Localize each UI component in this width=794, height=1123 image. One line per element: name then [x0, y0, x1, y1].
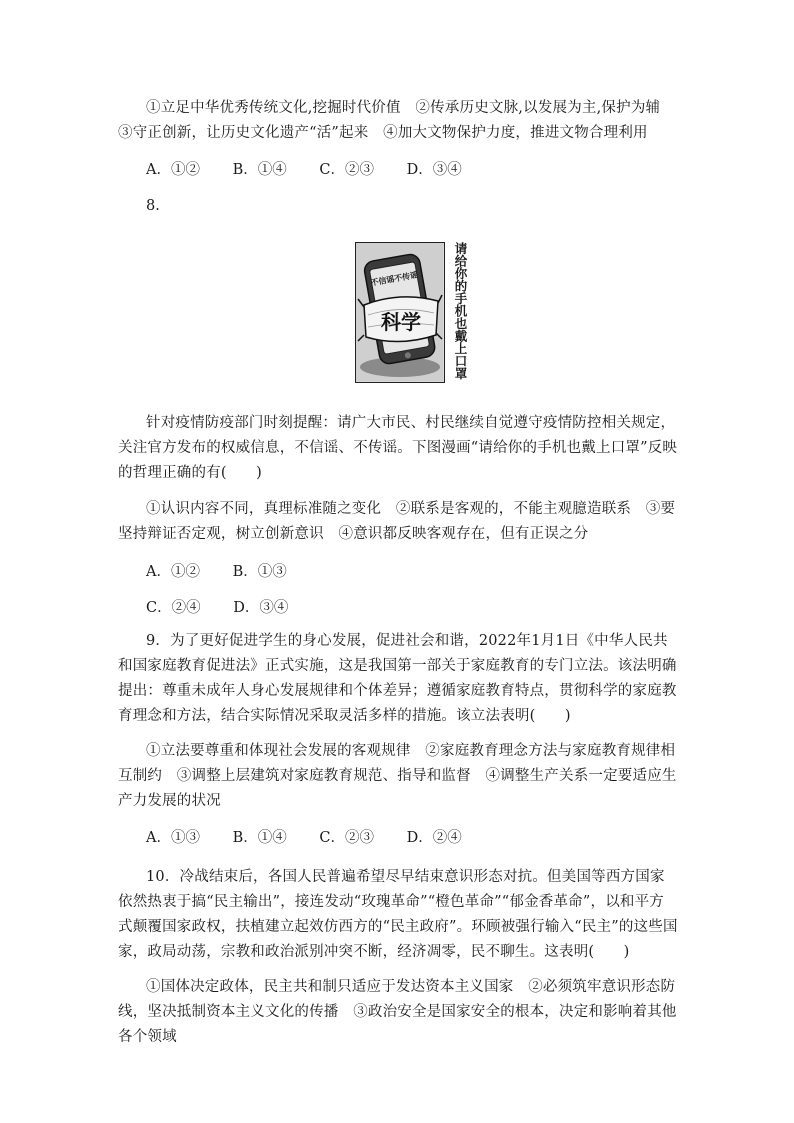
q7-option-a: A．①② — [146, 162, 200, 178]
q8-options-row1 — [146, 562, 315, 582]
q9-option-a: A．①③ — [146, 830, 200, 846]
q8-statements: ①认识内容不同，真理标准随之变化 ②联系是客观的，不能主观臆造联系 ③要坚持辩证否定观，树立创新意识 ④意识都反映客观存在，但有正误之分 — [118, 501, 676, 542]
q8-option-a: A．①② — [146, 564, 200, 580]
cartoon-caption: 请给你的手机也戴上口罩 — [453, 242, 468, 380]
q8-option-b: B．①③ — [232, 564, 287, 580]
q7-statements: ①立足中华优秀传统文化,挖掘时代价值 ②传承历史文脉,以发展为主,保护为辅 ③守正创新，让历史文化遗产“活”起来 ④加大文物保护力度，推进文物合理利用 — [118, 100, 675, 141]
q7-option-c: C．②③ — [319, 162, 374, 178]
phone-with-mask-illustration — [356, 243, 443, 381]
q9-option-b: B．①④ — [232, 830, 287, 846]
q8-options-row2 — [146, 598, 316, 618]
q10-stem: 10．冷战结束后，各国人民普遍希望尽早结束意识形态对抗。但美国等西方国家依然热衷于搞“民主输出”，接连发动“玫瑰革命”“橙色革命”“郁金香革命”，以和平方式颠覆国家政权，扶植建立起效仿西方的“民主政府”。环顾被强行输入“民主”的这些国家，政局动荡，宗教和政治派别冲突不断，经济凋零，民不聊生。这表明( ) — [118, 869, 678, 960]
q9-statements: ①立法要尊重和体现社会发展的客观规律 ②家庭教育理念方法与家庭教育规律相互制约 ③调整上层建筑对家庭教育规范、指导和监督 ④调整生产关系一定要适应生产力发展的状况 — [118, 743, 677, 809]
q8-option-d: D．③④ — [233, 600, 289, 616]
q9-option-d: D．②④ — [406, 830, 462, 846]
q9-option-c: C．②③ — [319, 830, 374, 846]
q8-cartoon — [355, 242, 468, 383]
q7-option-d: D．③④ — [406, 162, 462, 178]
mask-text: 科学 — [381, 310, 421, 334]
q10-statements: ①国体决定政体，民主共和制只适应于发达资本主义国家 ②必须筑牢意识形态防线，坚决抵制资本主义文化的传播 ③政治安全是国家安全的根本，决定和影响着其他各个领域 — [118, 979, 677, 1045]
q8-option-c: C．②④ — [146, 600, 201, 616]
q7-options — [146, 160, 490, 180]
phone-top-text: 不信谣不传谣 — [369, 270, 419, 288]
q8-stem: 针对疫情防疫部门时刻提醒：请广大市民、村民继续自觉遵守疫情防控相关规定，关注官方发布的权威信息，不信谣、不传谣。下图漫画“请给你的手机也戴上口罩”反映的哲理正确的有( ) — [118, 415, 678, 481]
q8-number: 8. — [146, 198, 160, 214]
q9-options — [146, 828, 490, 848]
cartoon-frame — [355, 242, 445, 383]
q9-stem: 9．为了更好促进学生的身心发展，促进社会和谐，2022年1月1日《中华人民共和国家庭教育促进法》正式实施，这是我国第一部关于家庭教育的专门立法。该法明确提出：尊重未成年人身心发展规律和个体差异；遵循家庭教育特点，贯彻科学的家庭教育理念和方法，结合实际情况采取灵活多样的措施。该立法表明( ) — [118, 633, 677, 724]
q7-option-b: B．①④ — [232, 162, 287, 178]
